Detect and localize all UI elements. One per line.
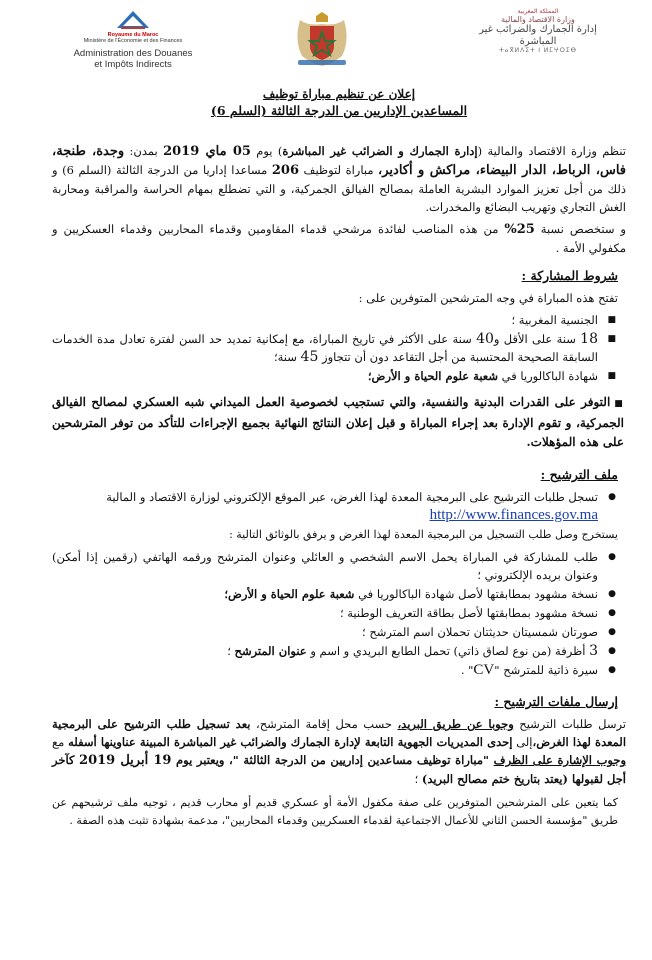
- administration-line2: et Impôts Indirects: [94, 59, 172, 70]
- fitness-condition: ■التوفر على القدرات البدنية والنفسية، والتي تستجيب لخصوصية العمل الميداني شبه العسكري لمصالح الفيالق الجمركية، و تقوم الإدارة بعد إجراء المباراة و قبل إعلان النتائج النهائية بجميع الإجراءات للتأكد من توفر المترشحين على هذه المؤهلات.: [52, 395, 624, 449]
- online-registration-list: [52, 488, 626, 524]
- kingdom-label-ar: المملكة المغربية: [517, 8, 559, 15]
- list-item: ■ الجنسية المغربية ؛: [52, 311, 598, 329]
- list-item: ■ 18 سنة على الأقل و40 سنة على الأكثر في تاريخ المباراة، مع إمكانية تمديد حد السن لفترة تعادل مدة الخدمات السابقة الصحيحة المحتسبة من أجل التقاعد دون أن تتجاوز 45 سنة؛: [52, 330, 598, 366]
- title-line1: إعلان عن تنظيم مباراة توظيف: [262, 87, 416, 101]
- tifinagh-line: ⵜⴰⴳⵍⴷⵉⵜ ⵏ ⵍⵎⵖⵔⵉⴱ: [499, 48, 577, 54]
- kingdom-label: Royaume du Maroc: [107, 32, 159, 38]
- title-line2: المساعدين الإداريين من الدرجة الثالثة (السلم 6): [210, 103, 468, 118]
- list-item: ● سيرة ذاتية للمترشح "CV" .: [52, 661, 598, 679]
- file-heading: ملف الترشيح :: [540, 467, 618, 482]
- list-item: ● نسخة مشهود بمطابقتها لأصل بطاقة التعريف الوطنية ؛: [52, 604, 598, 622]
- intro-paragraph: تنظم وزارة الاقتصاد والمالية (إدارة الجمارك و الضرائب غير المباشرة) يوم 05 ماي 2019 بمدن: وجدة، طنجة، فاس، الرباط، الدار البيضاء، مراكش و أكادير، مباراة لتوظيف 206 مساعدا إداريا من الدرجة الثالثة (السلم 6) و ذلك من أجل تعزيز الموارد البشرية العاملة بمصالح الفيالق الجمركية، و التي تضطلع بمهام الحراسة والمراقبة ومحاربة الغش التجاري وتهريب البضائع والمخدرات.: [52, 144, 626, 214]
- veterans-paragraph: كما يتعين على المترشحين المتوفرين على صفة مكفول الأمة أو عسكري قديم أو محارب قديم ، توجيه ملف ترشيحهم عن طريق "مؤسسة الحسن الثاني للأعمال الاجتماعية لقدماء العسكريين وقدماء المحاربين"، مدعمة بشهادة تثبت هذه الصفة .: [52, 796, 618, 827]
- letterhead: [0, 0, 652, 78]
- administration-name-ar: إدارة الجمارك والضرائب غير المباشرة: [479, 24, 597, 47]
- conditions-list: [52, 311, 626, 385]
- ministry-logo-left: [48, 10, 218, 70]
- conditions-intro: تفتح هذه المباراة في وجه المترشحين المتوفرين على :: [358, 291, 618, 305]
- quota-paragraph: و ستخصص نسبة 25% من هذه المناصب لفائدة مرشحي قدماء المقاومين وقدماء المحاربين وقدماء العسكريين و مكفولي الأمة .: [52, 222, 626, 255]
- finances-website-link[interactable]: http://www.finances.gov.ma: [429, 507, 598, 523]
- coat-of-arms-icon: [288, 12, 356, 68]
- list-item: ● صورتان شمسيتان حديثتان تحملان اسم المترشح ؛: [52, 623, 598, 641]
- send-heading: إرسال ملفات الترشيح :: [494, 694, 618, 709]
- send-paragraph: ترسل طلبات الترشيح وجوبا عن طريق البريد، حسب محل إقامة المترشح، بعد تسجيل طلب الترشيح على البرمجية المعدة لهذا الغرض،إلى إحدى المديريات الجهوية التابعة لإدارة الجمارك والضرائب غير المباشرة المبينة عناوينها أسفله مع وجوب الإشارة على الظرف "مباراة توظيف مساعدين إداريين من الدرجة الثالثة "، ويعتبر يوم 19 أبريل 2019 كآخر أجل لقبولها (يعتد بتاريخ ختم مصالح البريد) ؛: [52, 717, 627, 786]
- list-item: ■ شهادة الباكالوريا في شعبة علوم الحياة و الأرض؛: [52, 367, 598, 385]
- receipt-note: يستخرج وصل طلب التسجيل من البرمجية المعدة لهذا الغرض و يرفق بالوثائق التالية :: [229, 528, 618, 541]
- ministry-name-ar: وزارة الاقتصاد والمالية: [501, 15, 575, 24]
- ministry-logo-right: [462, 8, 614, 55]
- conditions-heading: شروط المشاركة :: [521, 268, 618, 283]
- list-item: ● 3 أظرفة (من نوع لصاق ذاتي) تحمل الطابع البريدي و اسم و عنوان المترشح ؛: [52, 642, 598, 660]
- list-item: ● طلب للمشاركة في المباراة يحمل الاسم الشخصي و العائلي وعنوان المترشح ورقمه الهاتفي (رقمين إذا أمكن) وعنوان بريده الإلكتروني ؛: [52, 548, 598, 584]
- documents-list: [52, 548, 626, 679]
- ministry-name-fr: Ministère de l'Économie et des Finances: [83, 38, 183, 44]
- announcement-body: [52, 80, 626, 834]
- ministry-emblem-icon: [115, 10, 151, 30]
- list-item: ● تسجل طلبات الترشيح على البرمجية المعدة لهذا الغرض، عبر الموقع الإلكتروني لوزارة الاقتصاد و المالية http://www.finances.gov.ma: [52, 488, 598, 524]
- list-item: ● نسخة مشهود بمطابقتها لأصل شهادة الباكالوريا في شعبة علوم الحياة و الأرض؛: [52, 585, 598, 603]
- administration-line1: Administration des Douanes: [73, 48, 193, 59]
